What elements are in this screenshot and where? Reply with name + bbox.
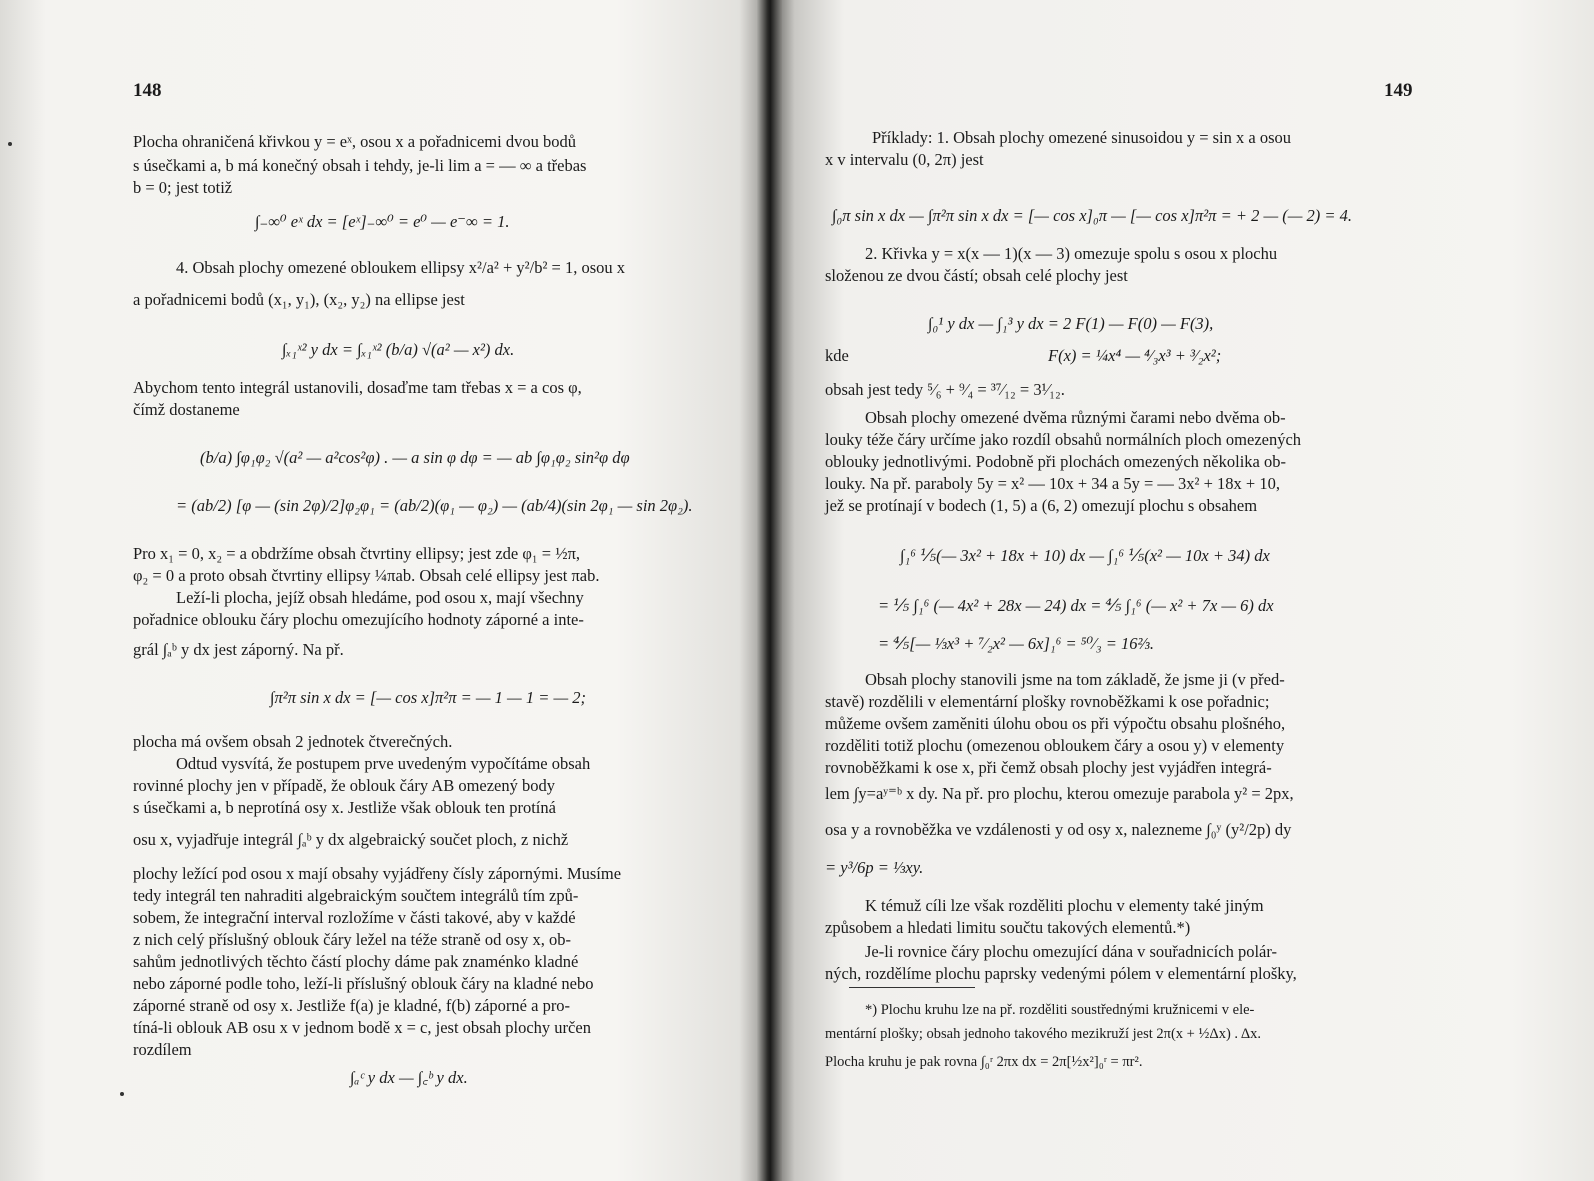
text-line: sahům jednotlivých těchto částí plochy dáme pak znaménko kladné xyxy=(133,952,579,971)
equation-line: ∫π²π sin x dx = [— cos x]π²π = — 1 — 1 = — 2; xyxy=(270,688,586,707)
equation-line: = ⅘[— ⅓x³ + ⁷⁄₂x² — 6x]₁⁶ = ⁵⁰⁄₃ = 16⅔. xyxy=(878,634,1154,653)
footnote-line: *) Plochu kruhu lze na př. rozděliti soustřednými kružnicemi v ele- xyxy=(865,1002,1255,1018)
text-line: jež se protínají v bodech (1, 5) a (6, 2) omezují plochu s obsahem xyxy=(825,496,1258,515)
text-line: 2. Křivka y = x(x — 1)(x — 3) omezuje spolu s osou x plochu xyxy=(865,244,1278,263)
text-line: plochy ležící pod osou x mají obsahy vyjádřeny čísly zápornými. Musíme xyxy=(133,864,622,883)
text-line: Příklady: 1. Obsah plochy omezené sinusoidou y = sin x a osou xyxy=(872,128,1292,147)
text-line: lem ∫y=aʸ⁼ᵇ x dy. Na př. pro plochu, kterou omezuje parabola y² = 2px, xyxy=(825,784,1294,803)
footnote-rule xyxy=(849,987,975,988)
equation-line: ∫ₓ₁ˣ² y dx = ∫ₓ₁ˣ² (b/a) √(a² — x²) dx. xyxy=(282,340,515,359)
text-line: oblouky jednotlivými. Podobně při plochách omezených několika ob- xyxy=(825,452,1286,471)
text-line: grál ∫ₐᵇ y dx jest záporný. Na př. xyxy=(133,640,344,659)
text-line: a pořadnicemi bodů (x₁, y₁), (x₂, y₂) na ellipse jest xyxy=(133,290,465,309)
equation-line: ∫₁⁶ ⅕(— 3x² + 18x + 10) dx — ∫₁⁶ ⅕(x² — 10x + 34) dx xyxy=(900,546,1270,565)
text-line: kde xyxy=(825,346,849,365)
right-page xyxy=(770,0,1594,1181)
text-line: nebo záporné podle toho, leží-li příslušný oblouk čáry na kladné nebo xyxy=(133,974,594,993)
text-line: stavě) rozdělili v elementární plošky rovnoběžkami k ose pořadnic; xyxy=(825,692,1270,711)
text-line: z nich celý příslušný oblouk čáry ležel na téže straně od osy x, ob- xyxy=(133,930,572,949)
text-line: plocha má ovšem obsah 2 jednotek čtverečných. xyxy=(133,732,453,751)
text-line: způsobem a hledati limitu součtu takových elementů.*) xyxy=(825,918,1191,937)
text-line: rovnoběžkami k ose x, při čemž obsah plochy jest vyjádřen integrá- xyxy=(825,758,1272,777)
speck-mark xyxy=(8,142,12,146)
text-line: rozdílem xyxy=(133,1040,192,1059)
equation-line: ∫ₐᶜ y dx — ∫꜀ᵇ y dx. xyxy=(350,1068,468,1087)
text-line: Obsah plochy stanovili jsme na tom základě, že jsme ji (v před- xyxy=(865,670,1285,689)
text-line: Odtud vysvítá, že postupem prve uvedeným vypočítáme obsah xyxy=(176,754,591,773)
text-line: s úsečkami a, b má konečný obsah i tehdy, je-li lim a = — ∞ a třebas xyxy=(133,156,587,175)
equation-line: ∫₀¹ y dx — ∫₁³ y dx = 2 F(1) — F(0) — F(3), xyxy=(928,314,1214,333)
text-line: čímž dostaneme xyxy=(133,400,240,419)
text-line: Pro x₁ = 0, x₂ = a obdržíme obsah čtvrtiny ellipsy; jest zde φ₁ = ½π, xyxy=(133,544,581,563)
page-number-left: 148 xyxy=(133,80,162,101)
text-line: Je-li rovnice čáry plochu omezující dána v souřadnicích polár- xyxy=(865,942,1278,961)
footnote-line: mentární plošky; obsah jednoho takového mezikruží jest 2π(x + ½Δx) . Δx. xyxy=(825,1026,1262,1042)
text-line: pořadnice oblouku čáry plochu omezujícího hodnoty záporné a inte- xyxy=(133,610,584,629)
text-line: 4. Obsah plochy omezené obloukem ellipsy x²/a² + y²/b² = 1, osou x xyxy=(176,258,625,277)
text-line: Abychom tento integrál ustanovili, dosaďme tam třebas x = a cos φ, xyxy=(133,378,582,397)
text-line: φ₂ = 0 a proto obsah čtvrtiny ellipsy ¼πab. Obsah celé ellipsy jest πab. xyxy=(133,566,600,585)
speck-mark xyxy=(120,1092,124,1096)
text-line: obsah jest tedy ⁵⁄₆ + ⁹⁄₄ = ³⁷⁄₁₂ = 3¹⁄₁₂. xyxy=(825,380,1065,399)
text-line: louky téže čáry určíme jako rozdíl obsahů normálních ploch omezených xyxy=(825,430,1302,449)
text-line: můžeme ovšem zaměniti úlohu obou os při výpočtu obsahu plošného, xyxy=(825,714,1286,733)
text-line: složenou ze dvou částí; obsah celé plochy jest xyxy=(825,266,1128,285)
text-line: x v intervalu (0, 2π) jest xyxy=(825,150,984,169)
book-gutter xyxy=(756,0,782,1181)
text-line: tíná-li oblouk AB osu x v jednom bodě x = c, jest obsah plochy určen xyxy=(133,1018,591,1037)
text-line: rovinné plochy jen v případě, že oblouk čáry AB omezený body xyxy=(133,776,556,795)
left-page xyxy=(0,0,770,1181)
footnote-line: Plocha kruhu je pak rovna ∫₀ʳ 2πx dx = 2π[½x²]₀ʳ = πr². xyxy=(825,1054,1143,1070)
text-line: tedy integrál ten nahraditi algebraickým součtem integrálů tím způ- xyxy=(133,886,579,905)
equation-line: ∫₀π sin x dx — ∫π²π sin x dx = [— cos x]₀π — [— cos x]π²π = + 2 — (— 2) = 4. xyxy=(832,206,1353,225)
text-line: ných, rozdělíme plochu paprsky vedenými pólem v elementární plošky, xyxy=(825,964,1297,983)
equation-line: = y³/6p = ⅓xy. xyxy=(825,858,924,877)
text-line: K témuž cíli lze však rozděliti plochu v elementy také jiným xyxy=(865,896,1264,915)
text-line: louky. Na př. paraboly 5y = x² — 10x + 34 a 5y = — 3x² + 18x + 10, xyxy=(825,474,1280,493)
text-line: osa y a rovnoběžka ve vzdálenosti y od osy x, nalezneme ∫₀ʸ (y²/2p) dy xyxy=(825,820,1292,839)
text-line: Obsah plochy omezené dvěma různými čarami nebo dvěma ob- xyxy=(865,408,1286,427)
text-line: rozděliti totiž plochu (omezenou obloukem čáry a osou y) v elementy xyxy=(825,736,1285,755)
text-line: s úsečkami a, b neprotíná osy x. Jestliže však oblouk ten protíná xyxy=(133,798,556,817)
text-line: záporné straně od osy x. Jestliže f(a) je kladné, f(b) záporné a pro- xyxy=(133,996,571,1015)
equation-line: ∫₋∞⁰ eˣ dx = [eˣ]₋∞⁰ = e⁰ — e⁻∞ = 1. xyxy=(255,212,510,231)
equation-line: F(x) = ¼x⁴ — ⁴⁄₃x³ + ³⁄₂x²; xyxy=(1048,346,1222,365)
page-number-right: 149 xyxy=(1384,80,1413,101)
text-line: Plocha ohraničená křivkou y = eˣ, osou x a pořadnicemi dvou bodů xyxy=(133,132,576,151)
text-line: osu x, vyjadřuje integrál ∫ₐᵇ y dx algebraický součet ploch, z nichž xyxy=(133,830,569,849)
text-line: Leží-li plocha, jejíž obsah hledáme, pod osou x, mají všechny xyxy=(176,588,584,607)
text-line: sobem, že integrační interval rozložíme v části takové, aby v každé xyxy=(133,908,576,927)
equation-line: = ⅕ ∫₁⁶ (— 4x² + 28x — 24) dx = ⅘ ∫₁⁶ (— x² + 7x — 6) dx xyxy=(878,596,1274,615)
equation-line: = (ab/2) [φ — (sin 2φ)/2]φ₂φ₁ = (ab/2)(φ₁ — φ₂) — (ab/4)(sin 2φ₁ — sin 2φ₂). xyxy=(176,496,693,515)
text-line: b = 0; jest totiž xyxy=(133,178,233,197)
equation-line: (b/a) ∫φ₁φ₂ √(a² — a²cos²φ) . — a sin φ dφ = — ab ∫φ₁φ₂ sin²φ dφ xyxy=(200,448,630,467)
